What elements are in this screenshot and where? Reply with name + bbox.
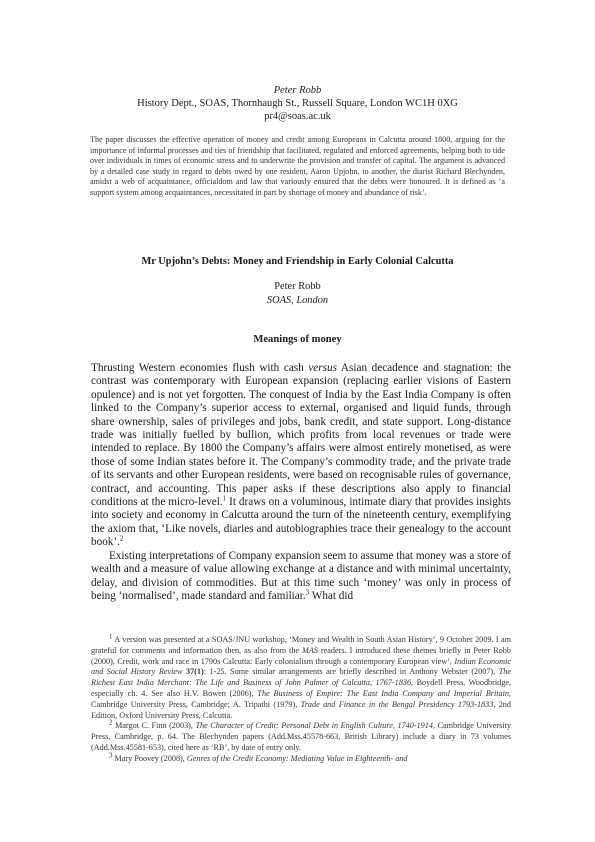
- footnote-text: Mary Poovey (2008),: [112, 753, 187, 763]
- body-text-run: It draws on a voluminous, intimate diary that provides insights into society and economy in Calcutta around the turn of the nineteenth century, exemplifying the axiom that, ‘Like novels, diaries and autobiographies trace their genealogy to the account book’.: [91, 496, 511, 549]
- byline-affiliation: SOAS, London: [266, 295, 329, 306]
- body-italic-versus: versus: [308, 362, 337, 374]
- section-heading: Meanings of money: [253, 334, 342, 345]
- footnote-ref-2: 2: [119, 534, 124, 543]
- body-text-run: Existing interpretations of Company expansion seem to assume that money was a store of wealth and a measure of value allowing exchange at a distance and with minimal uncertainty, delay, and division of commodities. But at this time such ‘money’ was only in process of being ‘normalised’, made standard and familiar.: [91, 549, 511, 602]
- footnote-text: readers. I introduced these themes briefly in Peter Robb (2000), Credit, work and race in 1790s Calcutta: Early colonialism through a contemporary European view’,: [91, 645, 511, 666]
- footnote-ref-3: 3: [305, 588, 310, 597]
- footnote-italic: MAS: [302, 645, 318, 655]
- byline: [0, 280, 595, 308]
- footnote-book-title: The Character of Credit: Personal Debt in English Culture, 1740-1914: [195, 721, 433, 731]
- footnote-book-title: The Business of Empire: The East India Company and Imperial Britain: [257, 688, 509, 698]
- footnote-text: A version was presented at a SOAS/JNU workshop, ‘Money and Wealth in South Asian History’, 9 October 2009. I am grateful for comments and information then, as also from the: [91, 635, 511, 655]
- footnote-2: [91, 718, 511, 753]
- footnote-text: Margot C. Finn (2003),: [112, 721, 196, 731]
- footnote-book-title: Genres of the Credit Economy: Mediating Value in Eighteenth- and: [186, 753, 408, 763]
- footnote-text: , Cambridge University Press, Cambridge; A. Tripathi (1979),: [91, 688, 512, 709]
- body-text: [91, 362, 511, 603]
- footnote-journal: Indian Economic and Social History Review: [91, 656, 511, 677]
- body-text-run: Asian decadence and stagnation: the contrast was contemporary with European expansion (replacing earlier visions of Eastern opulence) and is not yet forgotten. The conquest of India by the East India Company is often linked to the Company’s superior access to external, organised and liquid funds, through share ownership, sales of privileges and jobs, bank credit, and state support. Long-distance trade was initially fuelled by bullion, which profits from local revenues or trade were intended to replace. By 1800 the Company’s affairs were almost entirely monetised, as were those of some Indian states before it. The Company’s commodity trade, and the private trade of its servants and other European residents, were based on recognisable rules of governance, contract, and accounting. This paper asks if these descriptions also apply to financial conditions at the micro-level.: [91, 362, 511, 509]
- footnote-volume: 37(1): [182, 667, 204, 677]
- footnote-3: [91, 751, 511, 765]
- byline-name: Peter Robb: [274, 281, 321, 292]
- abstract: The paper discusses the effective operation of money and credit among Europeans in Calcutta around 1800, arguing for the importance of informal processes and ties of friendship that facilitated, regulated and enforced agreements, helping both to tide over individuals in times of economic stress and to underwrite the provision and transfer of capital. The argument is advanced by a detailed case study in regard to debts owed by one resident, Aaron Upjohn, to another, the diarist Richard Blechynden, amidst a web of acquaintance, officialdom and law that variously ensured that the debts were honoured. It is defined as ‘a support system among acquaintances, necessitated in part by shortage of money and abundance of risk’.: [90, 135, 505, 197]
- footnote-text: , 2nd Edition, Oxford University Press, Calcutta.: [91, 699, 511, 720]
- body-paragraph-1: [91, 362, 511, 550]
- paper-title: Mr Upjohn’s Debts: Money and Friendship in Early Colonial Calcutta: [141, 256, 454, 267]
- footnote-text: , Cambridge University Press, Cambridge, p. 64. The Blechynden papers (Add.Mss.45578-663, British Library) include a diary in 73 volumes (Add.Mss.45581-653), cited here as ‘RB’, by date of entry only.: [91, 721, 511, 752]
- footnote-book-title: The Richest East India Merchant: The Life and Business of John Palmer of Calcutta, 1767-1836: [91, 667, 511, 688]
- author-email: pr4@soas.ac.uk: [264, 111, 331, 122]
- author-header: [0, 84, 595, 123]
- footnote-ref-1: 1: [222, 494, 227, 503]
- footnote-1: [91, 632, 512, 721]
- author-address: History Dept., SOAS, Thornhaugh St., Russell Square, London WC1H 0XG: [137, 98, 458, 109]
- footnote-mark: 2: [109, 718, 113, 727]
- body-text-run: Thrusting Western economies flush with cash: [91, 362, 309, 374]
- footnote-book-title: Trade and Finance in the Bengal Presidency 1793-1833: [300, 699, 494, 709]
- footnote-text: : 1-25. Some similar arrangements are briefly described in Anthony Webster (2007),: [203, 667, 499, 677]
- footnote-mark: 1: [109, 632, 113, 641]
- author-name: Peter Robb: [273, 85, 322, 96]
- footnote-text: , Boydell Press, Woodbridge, especially ch. 4. See also H.V. Bowen (2006),: [91, 678, 511, 698]
- footnote-mark: 3: [109, 751, 113, 760]
- body-paragraph-2: [91, 550, 511, 604]
- footnotes: [91, 632, 512, 765]
- body-text-run: What did: [309, 589, 354, 602]
